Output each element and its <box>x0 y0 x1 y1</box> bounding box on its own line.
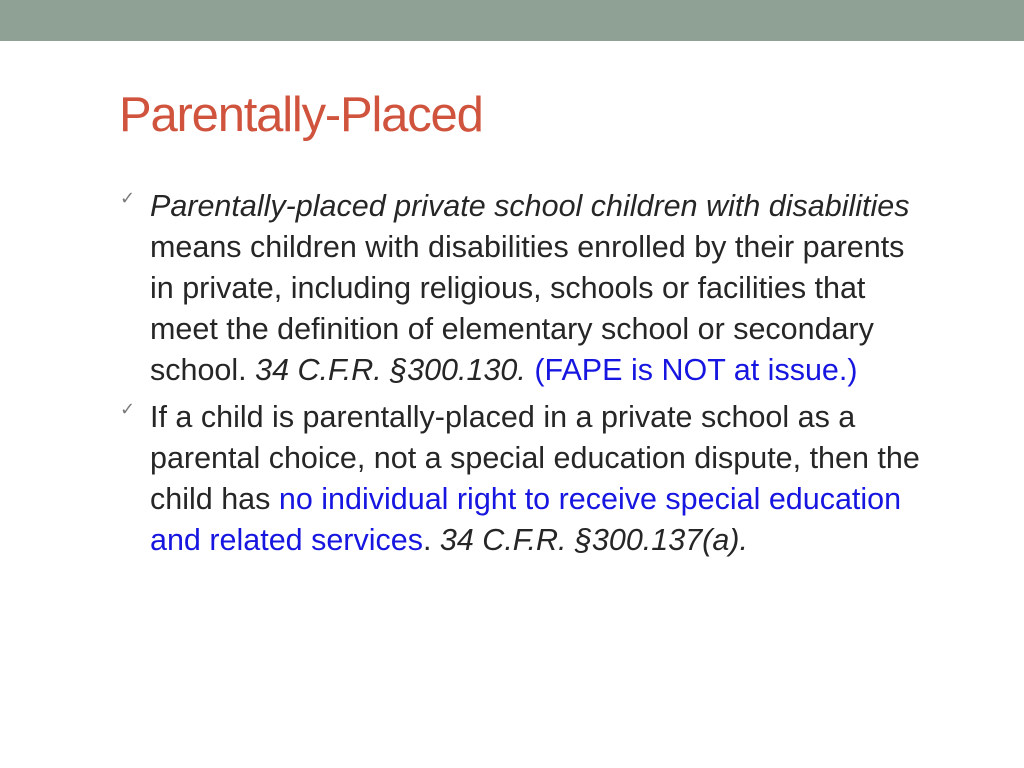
fape-note: (FAPE is NOT at issue.) <box>534 353 858 387</box>
top-accent-bar <box>0 0 1024 41</box>
bullet-item-rights <box>120 397 920 561</box>
checkmark-icon: ✓ <box>120 399 136 420</box>
defined-term: Parentally-placed private school children with disabilities <box>150 189 910 223</box>
regulation-citation: 34 C.F.R. §300.137(a). <box>439 523 748 557</box>
bullet-text <box>150 397 920 561</box>
bullet-text <box>150 186 920 391</box>
slide-title: Parentally-Placed <box>119 88 483 142</box>
regulation-citation: 34 C.F.R. §300.130. <box>255 353 526 387</box>
rights-emphasis: no individual right to receive special education and related services <box>150 482 902 557</box>
bullet-item-definition <box>120 186 920 391</box>
bullet-list <box>120 186 920 567</box>
rights-mid: . <box>422 523 440 557</box>
rights-lead: If a child is parentally-placed in a private school as a parental choice, not a special education dispute, then the child has <box>150 400 920 516</box>
definition-body: means children with disabilities enrolled by their parents in private, including religious, schools or facilities that meet the definition of elementary school or secondary school. <box>150 230 905 387</box>
checkmark-icon: ✓ <box>120 188 136 209</box>
